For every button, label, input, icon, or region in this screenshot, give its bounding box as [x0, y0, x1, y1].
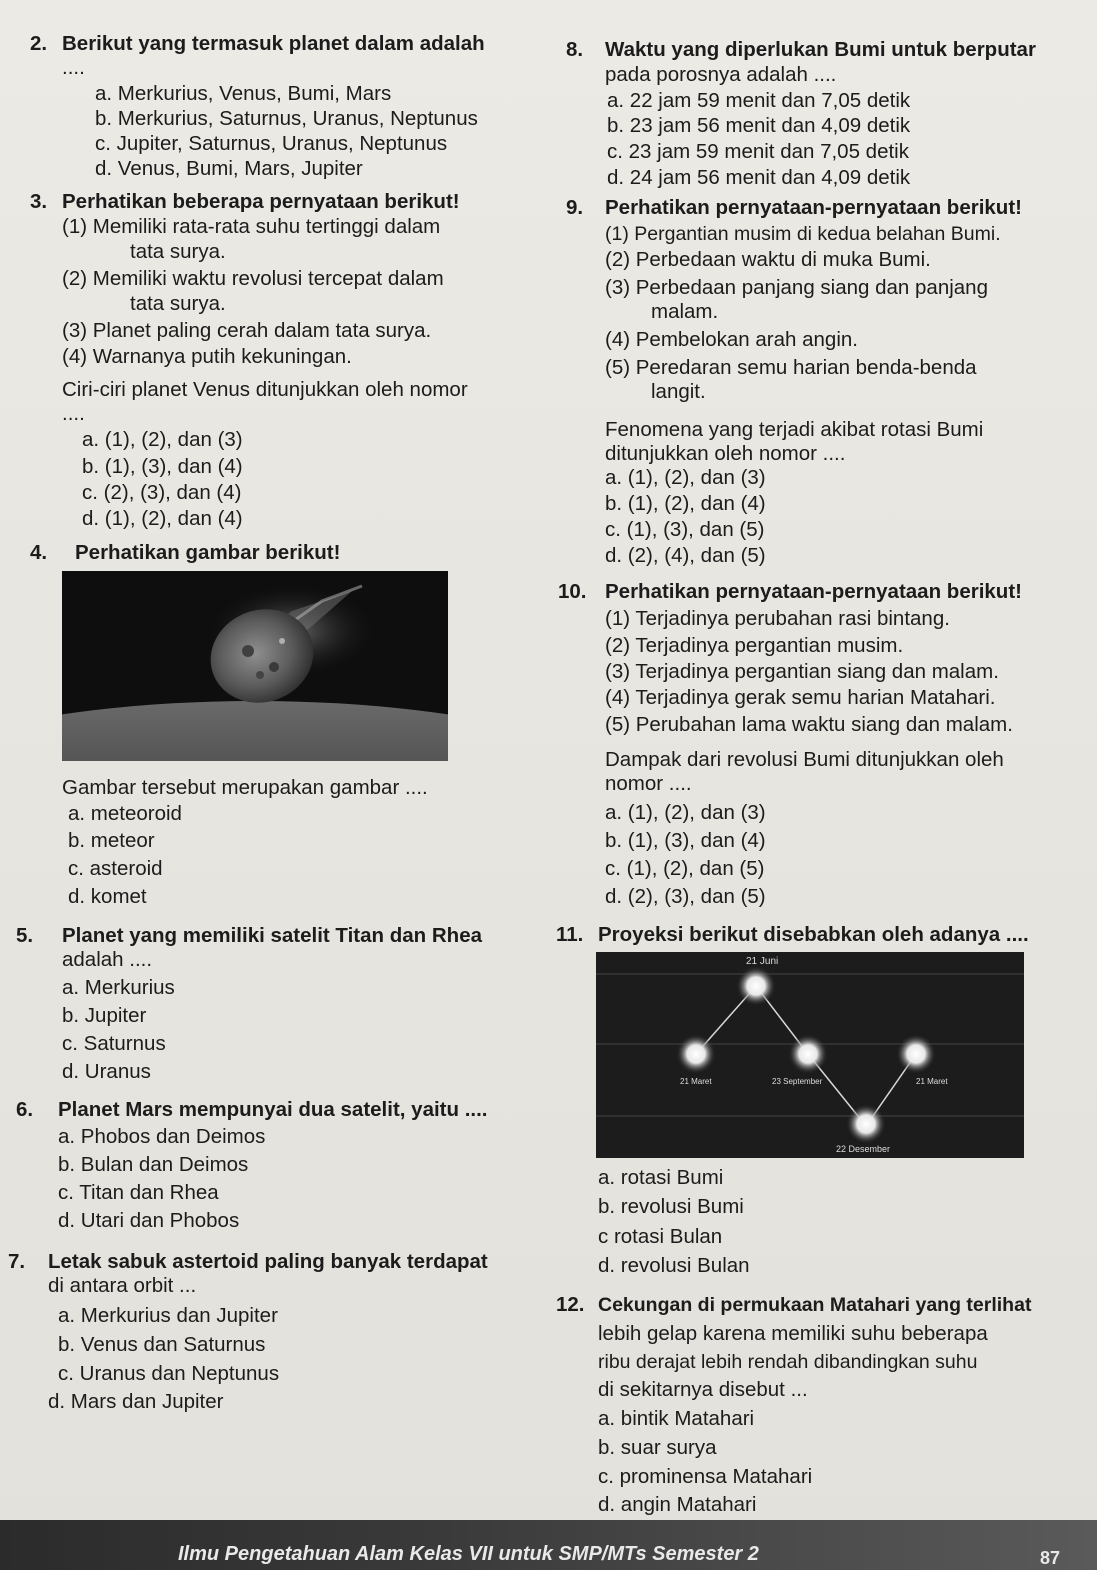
question-stem: Letak sabuk astertoid paling banyak terdapat	[48, 1250, 488, 1273]
question-number: 6.	[16, 1098, 34, 1121]
option-c[interactable]: c. asteroid	[68, 857, 163, 880]
option-d[interactable]: d. komet	[68, 885, 147, 908]
diagram-label-top: 21 Juni	[746, 956, 779, 967]
option-a[interactable]: a. (1), (2), dan (3)	[82, 428, 243, 451]
option-c[interactable]: c. (1), (3), dan (5)	[605, 518, 765, 541]
diagram-label-left: 21 Maret	[680, 1077, 712, 1086]
option-b[interactable]: b. Merkurius, Saturnus, Uranus, Neptunus	[95, 107, 478, 130]
option-c[interactable]: c. (2), (3), dan (4)	[82, 481, 242, 504]
question-stem: Planet yang memiliki satelit Titan dan Rhea	[62, 924, 482, 947]
option-d[interactable]: d. (1), (2), dan (4)	[82, 507, 243, 530]
question-stem-cont: ribu derajat lebih rendah dibandingkan suhu	[598, 1351, 978, 1373]
option-b[interactable]: b. Jupiter	[62, 1004, 147, 1027]
statement-2: (2) Terjadinya pergantian musim.	[605, 634, 904, 657]
statement-1: (1) Memiliki rata-rata suhu tertinggi dalam	[62, 215, 441, 238]
sun-path-figure	[596, 952, 1024, 1158]
question-number: 3.	[30, 190, 48, 213]
diagram-label-bottom: 22 Desember	[836, 1144, 891, 1154]
option-a[interactable]: a. bintik Matahari	[598, 1407, 755, 1430]
option-a[interactable]: a. Merkurius	[62, 976, 175, 999]
question-stem: Berikut yang termasuk planet dalam adalah	[62, 32, 485, 55]
asteroid-illustration	[62, 571, 448, 761]
statement-5: (5) Peredaran semu harian benda-benda	[605, 356, 977, 379]
question-number: 2.	[30, 32, 48, 55]
diagram-label-middle: 23 September	[772, 1077, 823, 1086]
option-b[interactable]: b. (1), (3), dan (4)	[605, 829, 766, 852]
option-d[interactable]: d. (2), (3), dan (5)	[605, 885, 766, 908]
option-b[interactable]: b. meteor	[68, 829, 155, 852]
option-a[interactable]: a. Merkurius dan Jupiter	[58, 1304, 278, 1327]
statement-1: (1) Pergantian musim di kedua belahan Bumi.	[605, 223, 1001, 245]
statement-1-cont: tata surya.	[130, 240, 226, 263]
question-number: 5.	[16, 924, 34, 947]
question-stem: Perhatikan pernyataan-pernyataan berikut!	[605, 196, 1022, 219]
option-a[interactable]: a. rotasi Bumi	[598, 1166, 724, 1189]
question-ask: Ciri-ciri planet Venus ditunjukkan oleh nomor	[62, 378, 468, 401]
option-d[interactable]: d. Venus, Bumi, Mars, Jupiter	[95, 157, 363, 180]
option-b[interactable]: b. revolusi Bumi	[598, 1195, 744, 1218]
question-stem: Waktu yang diperlukan Bumi untuk berputar	[605, 38, 1036, 61]
question-stem: Planet Mars mempunyai dua satelit, yaitu ....	[58, 1098, 488, 1121]
option-b[interactable]: b. 23 jam 56 menit dan 4,09 detik	[607, 114, 911, 137]
option-d[interactable]: d. 24 jam 56 menit dan 4,09 detik	[607, 166, 911, 189]
question-stem-cont: di antara orbit ...	[48, 1274, 197, 1297]
question-ask: Dampak dari revolusi Bumi ditunjukkan oleh	[605, 748, 1004, 771]
statement-4: (4) Terjadinya gerak semu harian Matahari.	[605, 686, 996, 709]
statement-2: (2) Perbedaan waktu di muka Bumi.	[605, 248, 931, 271]
option-a[interactable]: a. meteoroid	[68, 802, 182, 825]
question-stem: Proyeksi berikut disebabkan oleh adanya ....	[598, 923, 1029, 946]
question-stem-cont: di sekitarnya disebut ...	[598, 1378, 808, 1401]
option-a[interactable]: a. (1), (2), dan (3)	[605, 801, 766, 824]
sun-projection-diagram	[596, 952, 1024, 1158]
question-ask-cont: nomor ....	[605, 772, 692, 795]
option-d[interactable]: d. revolusi Bulan	[598, 1254, 750, 1277]
option-b[interactable]: b. (1), (3), dan (4)	[82, 455, 243, 478]
question-stem-cont: adalah ....	[62, 948, 153, 971]
option-a[interactable]: a. Phobos dan Deimos	[58, 1125, 266, 1148]
question-stem: Perhatikan gambar berikut!	[75, 541, 341, 564]
option-b[interactable]: b. Venus dan Saturnus	[58, 1333, 266, 1356]
question-ask-cont: ....	[62, 402, 85, 425]
statement-3: (3) Perbedaan panjang siang dan panjang	[605, 276, 988, 299]
statement-5-cont: langit.	[651, 380, 706, 403]
option-d[interactable]: d. Mars dan Jupiter	[48, 1390, 224, 1413]
statement-4: (4) Warnanya putih kekuningan.	[62, 345, 352, 368]
option-d[interactable]: d. Utari dan Phobos	[58, 1209, 240, 1232]
question-number: 12.	[556, 1293, 585, 1316]
option-c[interactable]: c. Saturnus	[62, 1032, 166, 1055]
statement-5: (5) Perubahan lama waktu siang dan malam.	[605, 713, 1013, 736]
statement-3: (3) Planet paling cerah dalam tata surya.	[62, 319, 432, 342]
option-b[interactable]: b. (1), (2), dan (4)	[605, 492, 766, 515]
option-a[interactable]: a. Merkurius, Venus, Bumi, Mars	[95, 82, 392, 105]
question-number: 8.	[566, 38, 584, 61]
option-d[interactable]: d. angin Matahari	[598, 1493, 757, 1516]
question-stem: Perhatikan beberapa pernyataan berikut!	[62, 190, 460, 213]
question-ask-cont: ditunjukkan oleh nomor ....	[605, 442, 846, 465]
diagram-label-right: 21 Maret	[916, 1077, 948, 1086]
option-c[interactable]: c. Titan dan Rhea	[58, 1181, 219, 1204]
question-number: 4.	[30, 541, 48, 564]
option-a[interactable]: a. (1), (2), dan (3)	[605, 466, 766, 489]
option-c[interactable]: c. (1), (2), dan (5)	[605, 857, 765, 880]
statement-3-cont: malam.	[651, 300, 719, 323]
option-c[interactable]: c rotasi Bulan	[598, 1225, 723, 1248]
question-stem-cont: lebih gelap karena memiliki suhu beberapa	[598, 1322, 988, 1345]
question-stem: ....	[62, 56, 85, 79]
option-c[interactable]: c. 23 jam 59 menit dan 7,05 detik	[607, 140, 909, 163]
question-stem: Cekungan di permukaan Matahari yang terlihat	[598, 1294, 1032, 1316]
option-c[interactable]: c. prominensa Matahari	[598, 1465, 813, 1488]
statement-2-cont: tata surya.	[130, 292, 226, 315]
question-ask: Gambar tersebut merupakan gambar ....	[62, 776, 428, 799]
option-d[interactable]: d. (2), (4), dan (5)	[605, 544, 766, 567]
statement-2: (2) Memiliki waktu revolusi tercepat dalam	[62, 267, 444, 290]
page-number: 87	[1040, 1548, 1061, 1568]
option-c[interactable]: c. Uranus dan Neptunus	[58, 1362, 280, 1385]
question-number: 11.	[556, 923, 584, 946]
option-b[interactable]: b. Bulan dan Deimos	[58, 1153, 249, 1176]
option-a[interactable]: a. 22 jam 59 menit dan 7,05 detik	[607, 89, 911, 112]
option-c[interactable]: c. Jupiter, Saturnus, Uranus, Neptunus	[95, 132, 448, 155]
question-stem-cont: pada porosnya adalah ....	[605, 63, 837, 86]
option-b[interactable]: b. suar surya	[598, 1436, 717, 1459]
asteroid-image	[62, 571, 448, 761]
question-ask: Fenomena yang terjadi akibat rotasi Bumi	[605, 418, 984, 441]
question-stem: Perhatikan pernyataan-pernyataan berikut!	[605, 580, 1022, 603]
book-title: Ilmu Pengetahuan Alam Kelas VII untuk SMP/MTs Semester 2	[178, 1543, 759, 1565]
question-number: 10.	[558, 580, 587, 603]
statement-4: (4) Pembelokan arah angin.	[605, 328, 858, 351]
statement-3: (3) Terjadinya pergantian siang dan malam.	[605, 660, 999, 683]
question-number: 9.	[566, 196, 584, 219]
option-d[interactable]: d. Uranus	[62, 1060, 151, 1083]
statement-1: (1) Terjadinya perubahan rasi bintang.	[605, 607, 950, 630]
question-number: 7.	[8, 1250, 26, 1273]
